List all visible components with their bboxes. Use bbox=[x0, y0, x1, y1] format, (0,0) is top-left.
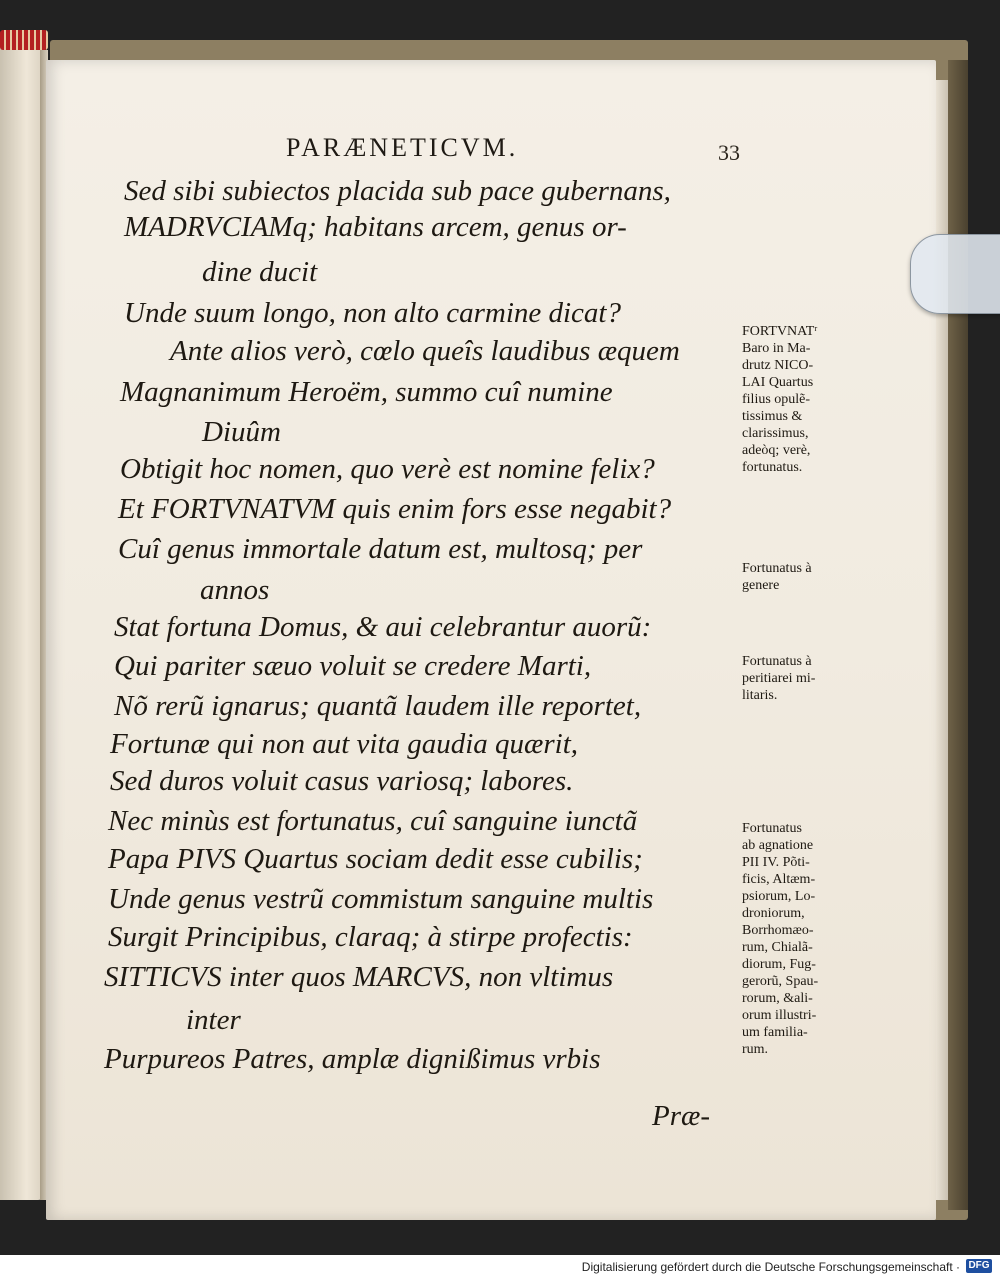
verse-line: Surgit Principibus, claraq; à stirpe profectis: bbox=[108, 921, 633, 953]
verse-line: SITTICVS inter quos MARCVS, non vltimus bbox=[104, 961, 614, 993]
catchword: Præ- bbox=[652, 1100, 710, 1132]
margin-note: Fortunatus à genere bbox=[742, 561, 812, 593]
funding-credit: Digitalisierung gefördert durch die Deutsche Forschungsgemeinschaft · bbox=[581, 1260, 960, 1274]
verse-line: Stat fortuna Domus, & aui celebrantur auorũ: bbox=[114, 611, 652, 643]
verse-line: Fortunæ qui non aut vita gaudia quærit, bbox=[110, 728, 579, 760]
verse-line: Sed sibi subiectos placida sub pace gubernans, bbox=[124, 175, 671, 207]
verse-line: Magnanimum Heroëm, summo cuî numine bbox=[120, 376, 613, 408]
verse-line: Diuûm bbox=[202, 416, 281, 448]
left-page-edge bbox=[0, 40, 44, 1200]
verse-line: Sed duros voluit casus variosq; labores. bbox=[110, 765, 574, 797]
page-header: PARÆNETICVM. bbox=[286, 133, 519, 162]
verse-line: inter bbox=[186, 1004, 241, 1036]
verse-line: Unde genus vestrũ commistum sanguine multis bbox=[108, 883, 654, 915]
verse-line: Nõ rerũ ignarus; quantã laudem ille reportet, bbox=[114, 690, 642, 722]
verse-line: Cuî genus immortale datum est, multosq; per bbox=[118, 533, 643, 565]
verse-line: Papa PIVS Quartus sociam dedit esse cubilis; bbox=[108, 843, 643, 875]
page-number: 33 bbox=[718, 140, 740, 165]
page-clip-tab bbox=[910, 234, 1000, 314]
verse-line: Ante alios verò, cœlo queîs laudibus æquem bbox=[170, 335, 680, 367]
verse-line: Obtigit hoc nomen, quo verè est nomine felix? bbox=[120, 453, 655, 485]
verse-line: Qui pariter sæuo voluit se credere Marti, bbox=[114, 650, 592, 682]
verse-line: MADRVCIAMq; habitans arcem, genus or- bbox=[124, 211, 627, 243]
dfg-logo: DFG bbox=[966, 1259, 992, 1273]
margin-note: Fortunatus à peritiarei mi- litaris. bbox=[742, 654, 816, 703]
margin-note: FORTVNATʳ Baro in Ma- drutz NICO- LAI Quartus filius opulẽ- tissimus & clarissimus, adeòq; verè, fortunatus. bbox=[742, 324, 818, 475]
verse-line: dine ducit bbox=[202, 256, 318, 288]
verse-line: annos bbox=[200, 574, 270, 606]
verse-line: Nec minùs est fortunatus, cuî sanguine iunctã bbox=[108, 805, 638, 837]
verse-line: Unde suum longo, non alto carmine dicat? bbox=[124, 297, 621, 329]
verse-line: Purpureos Patres, amplæ dignißimus vrbis bbox=[104, 1043, 601, 1075]
book-cover-edge bbox=[948, 60, 968, 1210]
margin-note: Fortunatus ab agnatione PII IV. Põti- ficis, Altæm- psiorum, Lo- droniorum, Borrhomæo- rum, Chialã- diorum, Fug- gerorũ, Spau- rorum, &ali- orum illustri- um familia- rum. bbox=[742, 821, 819, 1057]
bookmark-ribbon bbox=[0, 30, 48, 50]
verse-line: Et FORTVNATVM quis enim fors esse negabit? bbox=[118, 493, 672, 525]
